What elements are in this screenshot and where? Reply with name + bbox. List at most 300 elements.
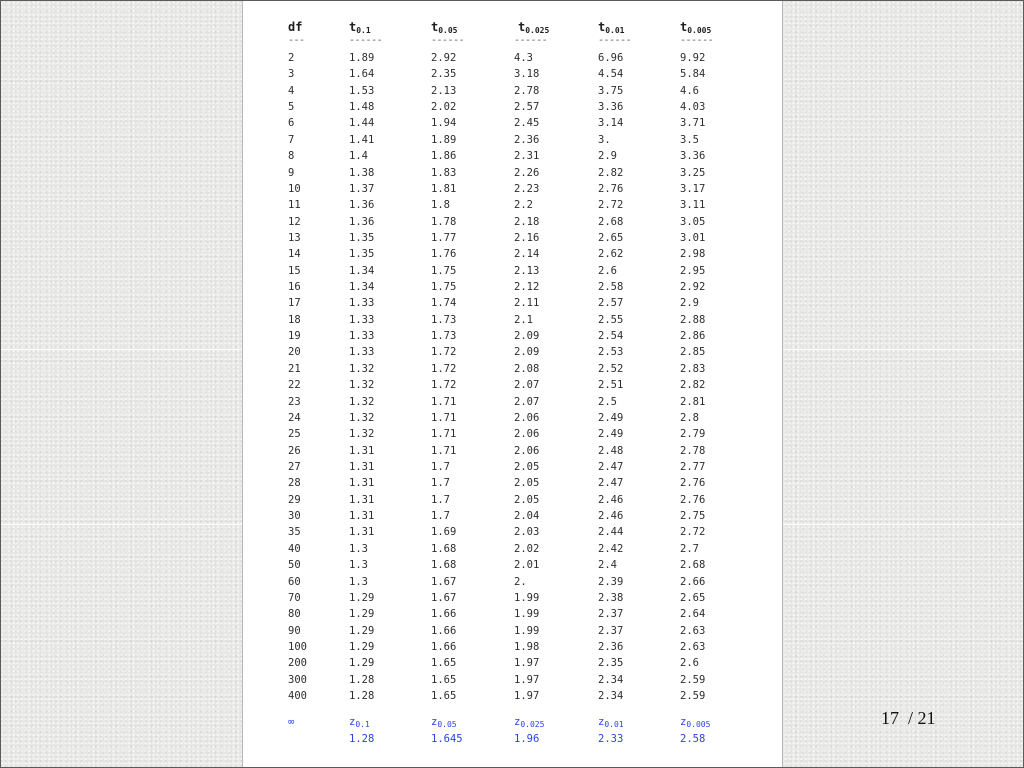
- df-cell-text: 30: [288, 510, 301, 523]
- critical-value-cell: [514, 443, 539, 459]
- header-rule-text: ------: [514, 35, 548, 46]
- critical-value-cell: [431, 623, 456, 639]
- critical-value-cell: [598, 574, 623, 590]
- df-cell: [288, 312, 301, 328]
- critical-value-cell-text: 1.28: [349, 673, 375, 686]
- critical-value-cell-text: 3.75: [598, 84, 624, 97]
- critical-value-cell: [349, 214, 374, 230]
- critical-value-cell-text: 1.71: [431, 444, 457, 457]
- critical-value-cell-text: 3.17: [680, 182, 706, 195]
- critical-value-cell: [514, 639, 539, 655]
- critical-value-cell-text: 1.32: [349, 379, 375, 392]
- df-cell: [288, 214, 301, 230]
- z-value-cell: [598, 731, 623, 747]
- critical-value-cell: [680, 66, 705, 82]
- critical-value-cell-text: 1.29: [349, 640, 375, 653]
- critical-value-cell: [514, 83, 539, 99]
- df-cell: [288, 263, 301, 279]
- critical-value-cell-text: 1.66: [431, 640, 457, 653]
- critical-value-cell-text: 1.7: [431, 493, 450, 506]
- critical-value-cell: [598, 459, 623, 475]
- critical-value-cell-text: 1.77: [431, 231, 457, 244]
- table-row: [288, 574, 768, 590]
- critical-value-cell: [598, 492, 623, 508]
- critical-value-cell-text: 2.58: [598, 281, 624, 294]
- critical-value-cell-text: 1.36: [349, 199, 375, 212]
- critical-value-cell-text: 2.44: [598, 526, 624, 539]
- critical-value-cell: [680, 361, 705, 377]
- critical-value-cell-text: 1.33: [349, 330, 375, 343]
- critical-value-cell: [514, 361, 539, 377]
- critical-value-cell-text: 1.35: [349, 248, 375, 261]
- critical-value-cell: [680, 246, 705, 262]
- critical-value-cell-text: 1.99: [514, 624, 540, 637]
- critical-value-cell-text: 2.34: [598, 690, 624, 703]
- critical-value-cell-text: 1.73: [431, 313, 457, 326]
- critical-value-cell: [598, 508, 623, 524]
- critical-value-cell-text: 2.5: [598, 395, 617, 408]
- critical-value-cell-text: 1.37: [349, 182, 375, 195]
- critical-value-cell: [514, 410, 539, 426]
- critical-value-cell: [349, 83, 374, 99]
- df-cell-text: 6: [288, 117, 295, 130]
- critical-value-cell: [349, 426, 374, 442]
- critical-value-cell-text: 1.86: [431, 150, 457, 163]
- critical-value-cell: [598, 688, 623, 704]
- table-row: [288, 115, 768, 131]
- critical-value-cell-text: 2.1: [514, 313, 533, 326]
- critical-value-cell: [598, 475, 623, 491]
- table-row: [288, 688, 768, 704]
- critical-value-cell-text: 1.31: [349, 510, 375, 523]
- critical-value-cell: [514, 115, 539, 131]
- df-cell-text: 27: [288, 460, 301, 473]
- df-cell-text: 9: [288, 166, 295, 179]
- critical-value-cell-text: 2.85: [680, 346, 706, 359]
- critical-value-cell: [598, 344, 623, 360]
- critical-value-cell-text: 6.96: [598, 52, 624, 64]
- df-cell: [288, 361, 301, 377]
- critical-value-cell-text: 3.25: [680, 166, 706, 179]
- infinity-symbol: [288, 714, 294, 730]
- df-cell: [288, 590, 301, 606]
- critical-value-cell-text: 2.57: [514, 101, 540, 114]
- df-cell-text: 17: [288, 297, 301, 310]
- critical-value-cell-text: 2.51: [598, 379, 624, 392]
- critical-value-cell-text: 2.46: [598, 493, 624, 506]
- critical-value-cell: [598, 524, 623, 540]
- header-rule: [680, 36, 713, 46]
- critical-value-cell-text: 1.68: [431, 559, 457, 572]
- critical-value-cell: [598, 606, 623, 622]
- df-cell: [288, 50, 294, 66]
- critical-value-cell: [598, 655, 623, 671]
- critical-value-cell-text: 2.05: [514, 493, 540, 506]
- critical-value-cell-text: 1.32: [349, 395, 375, 408]
- critical-value-cell: [349, 165, 374, 181]
- critical-value-cell-text: 2.35: [598, 657, 624, 670]
- df-cell: [288, 672, 307, 688]
- df-cell-text: 18: [288, 313, 301, 326]
- critical-value-cell: [431, 574, 456, 590]
- table-row: [288, 66, 768, 82]
- df-cell-text: 8: [288, 150, 295, 163]
- critical-value-cell: [514, 541, 539, 557]
- critical-value-cell: [431, 263, 456, 279]
- column-header-text: t: [598, 20, 606, 34]
- critical-value-cell-text: 2.49: [598, 411, 624, 424]
- critical-value-cell: [680, 148, 705, 164]
- df-cell-text: 19: [288, 330, 301, 343]
- critical-value-cell-text: 1.76: [431, 248, 457, 261]
- critical-value-cell-text: 4.6: [680, 84, 699, 97]
- critical-value-cell-text: 1.75: [431, 281, 457, 294]
- critical-value-cell: [431, 344, 456, 360]
- df-cell-text: 7: [288, 133, 295, 146]
- critical-value-cell-text: 1.83: [431, 166, 457, 179]
- critical-value-cell: [598, 672, 623, 688]
- critical-value-cell-text: 1.31: [349, 460, 375, 473]
- critical-value-cell-text: 2.09: [514, 330, 540, 343]
- table-row: [288, 590, 768, 606]
- critical-value-cell: [431, 279, 456, 295]
- critical-value-cell: [431, 50, 456, 66]
- critical-value-cell: [680, 574, 705, 590]
- critical-value-cell-text: 2.92: [431, 52, 457, 64]
- critical-value-cell-text: 1.32: [349, 428, 375, 441]
- critical-value-cell: [680, 590, 705, 606]
- critical-value-cell-text: 1.32: [349, 362, 375, 375]
- critical-value-cell: [349, 688, 374, 704]
- critical-value-cell-text: 1.38: [349, 166, 375, 179]
- column-header-subscript: 0.01: [605, 26, 625, 35]
- critical-value-cell-text: 1.7: [431, 460, 450, 473]
- critical-value-cell: [598, 541, 623, 557]
- critical-value-cell-text: 2.36: [514, 133, 540, 146]
- critical-value-cell: [349, 115, 374, 131]
- table-row: [288, 623, 768, 639]
- critical-value-cell: [680, 295, 699, 311]
- critical-value-cell-text: 2.34: [598, 673, 624, 686]
- critical-value-cell-text: 2.07: [514, 379, 540, 392]
- critical-value-cell-text: 2.48: [598, 444, 624, 457]
- critical-value-cell: [598, 639, 623, 655]
- critical-value-cell-text: 9.92: [680, 52, 706, 64]
- df-cell-text: 11: [288, 199, 301, 212]
- z-value-cell: [431, 731, 463, 747]
- critical-value-cell: [431, 524, 456, 540]
- critical-value-cell: [680, 328, 705, 344]
- critical-value-cell-text: 2.49: [598, 428, 624, 441]
- critical-value-cell: [431, 214, 456, 230]
- df-cell-text: 2: [288, 52, 295, 64]
- critical-value-cell-text: 2.18: [514, 215, 540, 228]
- critical-value-cell-text: 1.4: [349, 150, 368, 163]
- critical-value-cell-text: 1.67: [431, 575, 457, 588]
- critical-value-cell: [598, 66, 623, 82]
- critical-value-cell: [514, 524, 539, 540]
- critical-value-cell-text: 1.28: [349, 690, 375, 703]
- column-header-subscript: 0.005: [687, 26, 712, 35]
- critical-value-cell-text: 2.76: [598, 182, 624, 195]
- critical-value-cell-text: 1.34: [349, 264, 375, 277]
- critical-value-cell: [598, 312, 623, 328]
- z-header-text: z: [680, 716, 687, 729]
- critical-value-cell: [431, 312, 456, 328]
- critical-value-cell-text: 1.7: [431, 477, 450, 490]
- critical-value-cell: [431, 148, 456, 164]
- df-cell: [288, 639, 307, 655]
- df-cell: [288, 165, 294, 181]
- critical-value-cell: [431, 508, 450, 524]
- critical-value-cell: [349, 148, 368, 164]
- critical-value-cell-text: 2.04: [514, 510, 540, 523]
- df-cell-text: 300: [288, 673, 307, 686]
- critical-value-cell: [349, 66, 374, 82]
- critical-value-cell: [431, 165, 456, 181]
- table-row: [288, 361, 768, 377]
- critical-value-cell-text: 2.14: [514, 248, 540, 261]
- critical-value-cell-text: 2.59: [680, 690, 706, 703]
- table-row: [288, 99, 768, 115]
- critical-value-cell-text: 4.3: [514, 52, 533, 64]
- table-row: [288, 541, 768, 557]
- critical-value-cell-text: 2.52: [598, 362, 624, 375]
- critical-value-cell-text: 1.74: [431, 297, 457, 310]
- critical-value-cell: [514, 279, 539, 295]
- critical-value-cell-text: 2.66: [680, 575, 706, 588]
- critical-value-cell: [598, 99, 623, 115]
- critical-value-cell: [349, 574, 368, 590]
- critical-value-cell-text: 2.06: [514, 411, 540, 424]
- table-row: [288, 148, 768, 164]
- df-cell-text: 50: [288, 559, 301, 572]
- df-cell-text: 13: [288, 231, 301, 244]
- critical-value-cell: [598, 377, 623, 393]
- header-rule: [288, 36, 305, 46]
- critical-value-cell-text: 1.78: [431, 215, 457, 228]
- df-cell: [288, 279, 301, 295]
- critical-value-cell-text: 2.02: [514, 542, 540, 555]
- critical-value-cell: [349, 443, 374, 459]
- critical-value-cell-text: 2.78: [680, 444, 706, 457]
- critical-value-cell: [680, 230, 705, 246]
- critical-value-cell: [431, 230, 456, 246]
- critical-value-cell-text: 2.4: [598, 559, 617, 572]
- header-rule-text: ------: [680, 35, 714, 46]
- critical-value-cell: [349, 328, 374, 344]
- z-header-subscript: 0.005: [686, 720, 711, 730]
- critical-value-cell: [514, 623, 539, 639]
- df-cell: [288, 410, 301, 426]
- critical-value-cell-text: 2.: [514, 575, 527, 588]
- table-row: [288, 246, 768, 262]
- critical-value-cell: [349, 344, 374, 360]
- df-cell-text: 16: [288, 281, 301, 294]
- critical-value-cell-text: 1.44: [349, 117, 375, 130]
- critical-value-cell-text: 2.78: [514, 84, 540, 97]
- header-rule-text: ------: [349, 35, 383, 46]
- critical-value-cell-text: 2.08: [514, 362, 540, 375]
- df-cell: [288, 181, 301, 197]
- critical-value-cell-text: 3.36: [680, 150, 706, 163]
- critical-value-cell: [349, 312, 374, 328]
- critical-value-cell: [680, 492, 705, 508]
- z-header-text: z: [349, 716, 356, 729]
- critical-value-cell-text: 2.79: [680, 428, 706, 441]
- df-cell: [288, 83, 294, 99]
- critical-value-cell-text: 2.59: [680, 673, 706, 686]
- critical-value-cell-text: 2.35: [431, 68, 457, 81]
- critical-value-cell-text: 1.89: [349, 52, 375, 64]
- critical-value-cell-text: 2.63: [680, 640, 706, 653]
- critical-value-cell-text: 2.82: [680, 379, 706, 392]
- z-value-cell-text: 1.96: [514, 732, 540, 745]
- critical-value-cell-text: 2.95: [680, 264, 706, 277]
- df-cell-text: 90: [288, 624, 301, 637]
- critical-value-cell: [431, 377, 456, 393]
- critical-value-cell-text: 2.65: [598, 231, 624, 244]
- critical-value-cell: [514, 230, 539, 246]
- df-cell-text: 22: [288, 379, 301, 392]
- df-cell: [288, 99, 294, 115]
- df-cell: [288, 115, 294, 131]
- critical-value-cell-text: 1.32: [349, 411, 375, 424]
- critical-value-cell-text: 2.75: [680, 510, 706, 523]
- column-header-subscript: 0.1: [356, 26, 371, 35]
- critical-value-cell-text: 1.29: [349, 657, 375, 670]
- critical-value-cell: [514, 475, 539, 491]
- critical-value-cell: [680, 181, 705, 197]
- critical-value-cell: [680, 344, 705, 360]
- z-header-text: z: [598, 716, 605, 729]
- critical-value-cell: [680, 115, 705, 131]
- table-row: [288, 328, 768, 344]
- critical-value-cell-text: 2.7: [680, 542, 699, 555]
- critical-value-cell-text: 2.37: [598, 624, 624, 637]
- df-cell-text: 4: [288, 84, 295, 97]
- df-cell: [288, 197, 301, 213]
- critical-value-cell-text: 2.83: [680, 362, 706, 375]
- critical-value-cell: [349, 230, 374, 246]
- table-row: [288, 655, 768, 671]
- critical-value-cell: [598, 410, 623, 426]
- critical-value-cell: [598, 328, 623, 344]
- critical-value-cell: [598, 165, 623, 181]
- critical-value-cell: [514, 508, 539, 524]
- df-cell-text: 29: [288, 493, 301, 506]
- critical-value-cell-text: 2.42: [598, 542, 624, 555]
- critical-value-cell: [349, 295, 374, 311]
- z-value-cell-text: 2.58: [680, 732, 706, 745]
- critical-value-cell-text: 1.31: [349, 526, 375, 539]
- critical-value-cell: [349, 606, 374, 622]
- critical-value-cell-text: 2.45: [514, 117, 540, 130]
- df-cell: [288, 459, 301, 475]
- z-value-cell: [349, 731, 374, 747]
- critical-value-cell: [349, 246, 374, 262]
- z-value-row: [288, 731, 768, 747]
- page-number-current: 17: [881, 708, 899, 728]
- z-value-cell-text: 2.33: [598, 732, 624, 745]
- critical-value-cell-text: 2.13: [431, 84, 457, 97]
- critical-value-cell-text: 2.72: [680, 526, 706, 539]
- critical-value-cell: [349, 508, 374, 524]
- critical-value-cell: [349, 639, 374, 655]
- df-cell: [288, 688, 307, 704]
- critical-value-cell-text: 1.67: [431, 591, 457, 604]
- critical-value-cell: [349, 394, 374, 410]
- df-cell-text: 20: [288, 346, 301, 359]
- table-row: [288, 394, 768, 410]
- critical-value-cell: [431, 443, 456, 459]
- critical-value-cell-text: 2.8: [680, 411, 699, 424]
- df-cell: [288, 230, 301, 246]
- critical-value-cell: [680, 279, 705, 295]
- header-rule: [514, 36, 547, 46]
- critical-value-cell: [514, 574, 527, 590]
- table-row: [288, 181, 768, 197]
- critical-value-cell-text: 1.71: [431, 395, 457, 408]
- critical-value-cell-text: 2.03: [514, 526, 540, 539]
- critical-value-cell: [514, 295, 539, 311]
- table-row: [288, 410, 768, 426]
- critical-value-cell: [680, 672, 705, 688]
- critical-value-cell-text: 1.48: [349, 101, 375, 114]
- critical-value-cell: [349, 377, 374, 393]
- critical-value-cell-text: 2.39: [598, 575, 624, 588]
- critical-value-cell: [514, 344, 539, 360]
- critical-value-cell-text: 1.69: [431, 526, 457, 539]
- critical-value-cell-text: 1.33: [349, 346, 375, 359]
- critical-value-cell: [431, 246, 456, 262]
- critical-value-cell: [431, 115, 456, 131]
- critical-value-cell-text: 1.65: [431, 673, 457, 686]
- critical-value-cell: [680, 655, 699, 671]
- critical-value-cell-text: 1.31: [349, 477, 375, 490]
- critical-value-cell-text: 3.05: [680, 215, 706, 228]
- critical-value-cell: [680, 50, 705, 66]
- slide-right-edge: [782, 0, 783, 768]
- critical-value-cell: [431, 639, 456, 655]
- header-rule-text: ------: [431, 35, 465, 46]
- column-header-subscript: 0.025: [525, 26, 550, 35]
- critical-value-cell: [349, 541, 368, 557]
- critical-value-cell: [680, 377, 705, 393]
- critical-value-cell: [431, 295, 456, 311]
- critical-value-cell-text: 2.92: [680, 281, 706, 294]
- table-row: [288, 165, 768, 181]
- df-cell: [288, 246, 301, 262]
- critical-value-cell: [349, 279, 374, 295]
- table-row: [288, 50, 768, 66]
- df-cell: [288, 508, 301, 524]
- critical-value-cell: [680, 426, 705, 442]
- critical-value-cell: [514, 132, 539, 148]
- header-rule: [349, 36, 382, 46]
- table-row: [288, 426, 768, 442]
- df-cell: [288, 574, 301, 590]
- critical-value-cell: [349, 672, 374, 688]
- critical-value-cell: [349, 459, 374, 475]
- df-cell: [288, 132, 294, 148]
- critical-value-cell-text: 2.06: [514, 444, 540, 457]
- critical-value-cell: [431, 394, 456, 410]
- page-number-total: / 21: [908, 708, 936, 728]
- critical-value-cell-text: 2.6: [598, 264, 617, 277]
- critical-value-cell: [431, 655, 456, 671]
- df-cell-text: 5: [288, 101, 295, 114]
